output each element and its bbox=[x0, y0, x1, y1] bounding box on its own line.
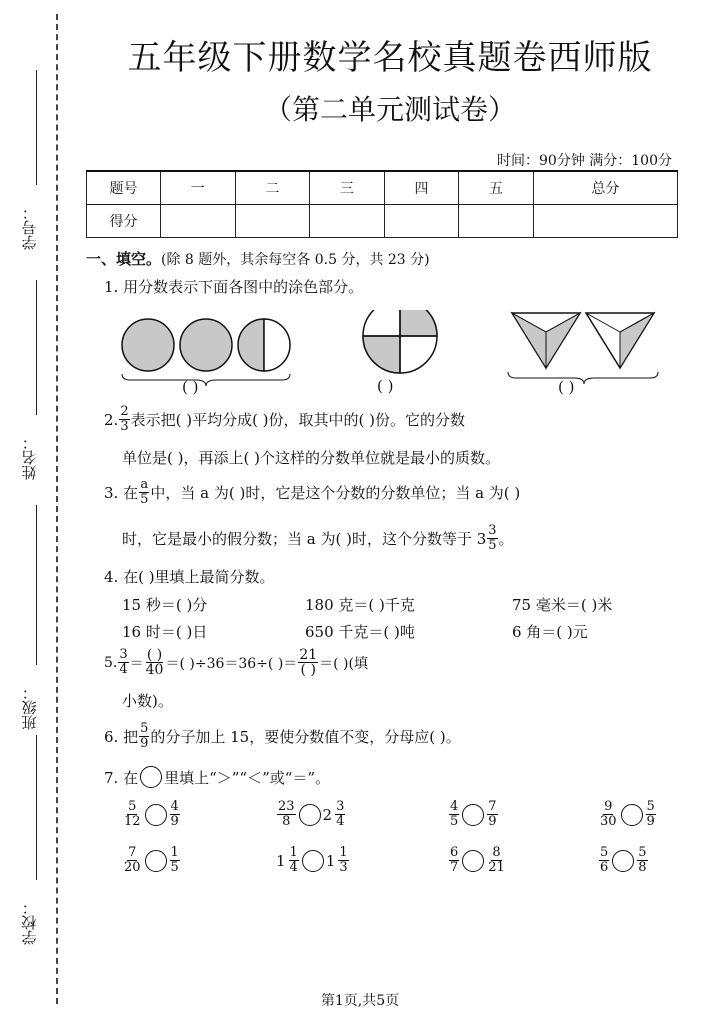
class-line bbox=[36, 505, 37, 665]
fraction bbox=[119, 405, 129, 434]
numerator: 1 bbox=[289, 845, 298, 860]
cell: 三 bbox=[310, 171, 385, 204]
q2-text: 表示把( )平均分成( )份，取其中的( )份。它的分数 bbox=[130, 411, 466, 429]
compare-circle[interactable] bbox=[462, 804, 484, 826]
q6-pre: 6. 把 bbox=[104, 728, 139, 746]
fraction bbox=[139, 478, 149, 507]
comparison-item bbox=[276, 800, 346, 829]
denominator: 7 bbox=[450, 860, 459, 875]
q2-line1 bbox=[104, 405, 465, 434]
student-id-label: 学号： bbox=[20, 205, 39, 250]
fraction bbox=[637, 846, 647, 875]
q5-eq: ＝ bbox=[129, 655, 144, 672]
fraction bbox=[449, 800, 459, 829]
q4-item: 650 千克＝( )吨 bbox=[305, 623, 415, 641]
denominator: 30 bbox=[600, 814, 617, 829]
comparison-item bbox=[448, 846, 507, 875]
section1-header bbox=[86, 248, 430, 269]
whole-number: 1 bbox=[325, 851, 336, 870]
numerator: 3 bbox=[488, 523, 497, 538]
score-cell[interactable] bbox=[235, 204, 310, 237]
page-subtitle: （第二单元测试卷） bbox=[263, 93, 516, 126]
cell: 四 bbox=[384, 171, 459, 204]
compare-circle[interactable] bbox=[612, 850, 634, 872]
shaded-circle-2 bbox=[180, 319, 232, 371]
compare-circle[interactable] bbox=[302, 850, 324, 872]
q3-text2: 时，它是最小的假分数；当 a 为( )时，这个分数等于 3 bbox=[122, 530, 487, 548]
cell: 二 bbox=[235, 171, 310, 204]
q3-text: 中，当 a 为( )时，它是这个分数的分数单位；当 a 为( ) bbox=[150, 484, 521, 502]
score-cell[interactable] bbox=[310, 204, 385, 237]
numerator: 21 bbox=[299, 647, 318, 663]
cell: 题号 bbox=[87, 171, 161, 204]
fraction bbox=[277, 800, 296, 829]
q3-pre: 3. 在 bbox=[104, 484, 139, 502]
fraction bbox=[646, 800, 656, 829]
numerator: 3 bbox=[336, 799, 345, 814]
section1-note: (除 8 题外，其余每空各 0.5 分，共 23 分) bbox=[161, 252, 430, 268]
fraction bbox=[449, 846, 459, 875]
numerator: 5 bbox=[638, 845, 647, 860]
q5-line1 bbox=[104, 648, 368, 677]
score-cell[interactable] bbox=[161, 204, 236, 237]
q4-item: 75 毫米＝( )米 bbox=[512, 596, 613, 614]
denominator: 8 bbox=[638, 860, 647, 875]
denominator: 5 bbox=[170, 860, 179, 875]
whole-number: 2 bbox=[322, 805, 333, 824]
numerator: 5 bbox=[600, 845, 609, 860]
q6-text: 的分子加上 15，要使分数值不变，分母应( )。 bbox=[150, 728, 461, 746]
numerator: 5 bbox=[128, 799, 137, 814]
denominator: 20 bbox=[124, 860, 141, 875]
score-cell[interactable] bbox=[459, 204, 534, 237]
fraction bbox=[170, 846, 180, 875]
binding-dash-line bbox=[56, 14, 58, 1004]
numerator: 8 bbox=[492, 845, 501, 860]
score-table-header-row bbox=[87, 171, 678, 204]
class-label: 班级： bbox=[20, 685, 39, 730]
denominator: 5 bbox=[140, 492, 149, 507]
compare-circle[interactable] bbox=[145, 804, 167, 826]
fraction bbox=[335, 800, 345, 829]
score-cell[interactable] bbox=[533, 204, 677, 237]
q4-head: 4. 在( )里填上最简分数。 bbox=[104, 568, 275, 586]
comparison-item bbox=[122, 800, 181, 829]
denominator: 9 bbox=[488, 814, 497, 829]
brace-1 bbox=[122, 374, 290, 386]
denominator: 4 bbox=[289, 860, 298, 875]
comparison-item bbox=[598, 800, 657, 829]
numerator: 1 bbox=[339, 845, 348, 860]
compare-circle-icon bbox=[140, 766, 162, 788]
q5-end: ＝( )(填 bbox=[319, 655, 368, 672]
fraction bbox=[599, 846, 609, 875]
time-info: 时间：90分钟 满分：100分 bbox=[497, 153, 672, 169]
fraction bbox=[487, 800, 497, 829]
q7-pre: 7. 在 bbox=[104, 768, 139, 787]
fraction bbox=[170, 800, 180, 829]
denominator: 8 bbox=[282, 814, 291, 829]
denominator: 4 bbox=[336, 814, 345, 829]
q3-line1 bbox=[104, 478, 520, 507]
q5-num: 5. bbox=[104, 654, 118, 671]
denominator: 5 bbox=[488, 538, 497, 553]
numerator: ( ) bbox=[146, 647, 163, 663]
school-line bbox=[36, 735, 37, 880]
numerator: 5 bbox=[646, 799, 655, 814]
fraction bbox=[145, 648, 165, 677]
cell: 五 bbox=[459, 171, 534, 204]
denominator: 4 bbox=[119, 662, 128, 677]
q1-text: 1. 用分数表示下面各图中的涂色部分。 bbox=[104, 278, 364, 296]
brace-2 bbox=[508, 372, 658, 384]
comparison-item bbox=[598, 846, 649, 875]
score-table-score-row bbox=[87, 204, 678, 237]
q5-mid: ＝( )÷36＝36÷( )＝ bbox=[165, 655, 298, 672]
fraction bbox=[487, 846, 506, 875]
comparison-item bbox=[448, 800, 499, 829]
q2-line2: 单位是( )，再添上( )个这样的分数单位就是最小的质数。 bbox=[122, 449, 500, 467]
fraction bbox=[118, 648, 128, 677]
numerator: 4 bbox=[170, 799, 179, 814]
q1-answer-2[interactable]: ( ) bbox=[377, 377, 394, 395]
denominator: 9 bbox=[170, 814, 179, 829]
numerator: a bbox=[140, 477, 149, 492]
numerator: 2 bbox=[120, 404, 129, 419]
q3-end: 。 bbox=[498, 530, 514, 548]
numerator: 5 bbox=[140, 721, 149, 736]
fraction bbox=[487, 524, 497, 553]
q7-line bbox=[104, 766, 330, 788]
denominator: 3 bbox=[120, 419, 129, 434]
q4-item: 6 角＝( )元 bbox=[512, 623, 588, 641]
q7-text: 里填上“＞”“＜”或“＝”。 bbox=[164, 768, 331, 787]
section1-heading: 一、填空。 bbox=[86, 250, 162, 268]
q3-line2 bbox=[122, 524, 514, 553]
fraction bbox=[139, 722, 149, 751]
whole-number: 1 bbox=[276, 851, 286, 870]
quarter-shaded-bottom-left bbox=[363, 336, 400, 373]
student-id-line bbox=[36, 70, 37, 185]
fraction bbox=[123, 846, 142, 875]
denominator: 3 bbox=[339, 860, 348, 875]
q4-item: 180 克＝( )千克 bbox=[305, 596, 415, 614]
cell: 得分 bbox=[87, 204, 161, 237]
compare-circle[interactable] bbox=[462, 850, 484, 872]
denominator: 40 bbox=[145, 662, 164, 678]
numerator: 3 bbox=[119, 647, 128, 662]
q1-answer-1[interactable]: ( ) bbox=[182, 378, 199, 396]
compare-circle[interactable] bbox=[621, 804, 643, 826]
denominator: 6 bbox=[600, 860, 609, 875]
denominator: 12 bbox=[124, 814, 141, 829]
comparison-item bbox=[122, 846, 181, 875]
page-title: 五年级下册数学名校真题卷西师版 bbox=[127, 38, 653, 78]
numerator: 23 bbox=[278, 799, 295, 814]
q1-answer-3[interactable]: ( ) bbox=[558, 378, 575, 396]
denominator: 9 bbox=[140, 736, 149, 751]
name-line bbox=[36, 280, 37, 415]
numerator: 7 bbox=[128, 845, 137, 860]
fraction bbox=[298, 648, 318, 677]
q6-line bbox=[104, 722, 461, 751]
numerator: 6 bbox=[450, 845, 459, 860]
denominator: 5 bbox=[450, 814, 459, 829]
q4-item: 16 时＝( )日 bbox=[122, 623, 208, 641]
quarter-shaded-top-right bbox=[400, 310, 437, 336]
shaded-circle-1 bbox=[122, 319, 174, 371]
q4-item: 15 秒＝( )分 bbox=[122, 596, 208, 614]
denominator: 9 bbox=[646, 814, 655, 829]
compare-circle[interactable] bbox=[299, 804, 321, 826]
numerator: 7 bbox=[488, 799, 497, 814]
fraction bbox=[289, 846, 299, 875]
page-footer: 第1页,共5页 bbox=[320, 993, 400, 1009]
compare-circle[interactable] bbox=[145, 850, 167, 872]
score-table bbox=[86, 170, 678, 238]
half-unshaded-right bbox=[264, 319, 290, 371]
q5-line2: 小数)。 bbox=[122, 692, 173, 710]
half-shaded-left bbox=[238, 319, 264, 371]
numerator: 4 bbox=[450, 799, 459, 814]
school-label: 学校： bbox=[20, 900, 39, 945]
cell: 总分 bbox=[533, 171, 677, 204]
fraction bbox=[338, 846, 348, 875]
numerator: 1 bbox=[170, 845, 179, 860]
denominator: 21 bbox=[488, 860, 505, 875]
cell: 一 bbox=[161, 171, 236, 204]
fraction bbox=[123, 800, 142, 829]
denominator: ( ) bbox=[300, 662, 316, 678]
name-label: 姓名： bbox=[20, 435, 39, 480]
comparison-item bbox=[276, 846, 350, 875]
score-cell[interactable] bbox=[384, 204, 459, 237]
numerator: 9 bbox=[604, 799, 613, 814]
q2-num: 2. bbox=[104, 410, 119, 429]
fraction bbox=[599, 800, 618, 829]
